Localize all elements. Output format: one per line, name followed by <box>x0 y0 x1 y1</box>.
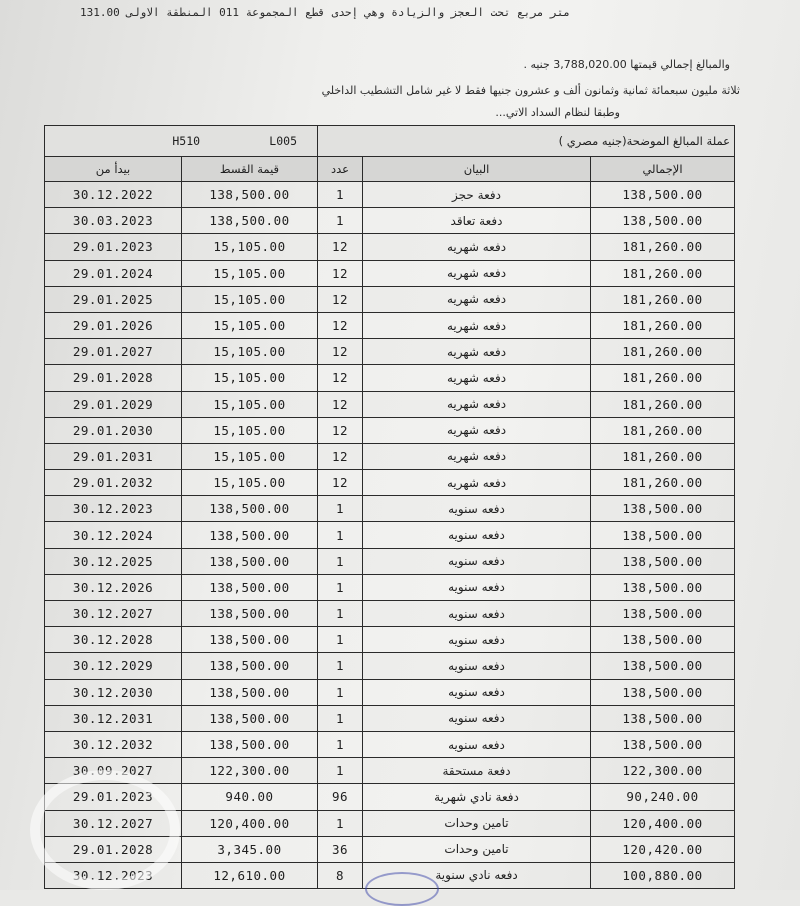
row-description: تامين وحدات <box>363 810 591 836</box>
table-row <box>45 391 735 417</box>
row-description: دفعة حجز <box>363 182 591 208</box>
row-description: دفعه شهريه <box>363 417 591 443</box>
table-row <box>45 496 735 522</box>
payment-system-line: وطبقا لنظام السداد الاتي... <box>495 106 620 119</box>
row-description: دفعه شهريه <box>363 470 591 496</box>
row-total: 181,260.00 <box>591 365 735 391</box>
row-count: 1 <box>318 522 363 548</box>
table-row <box>45 208 735 234</box>
row-start-date: 29.01.2028 <box>45 365 182 391</box>
row-count: 1 <box>318 810 363 836</box>
table-row <box>45 470 735 496</box>
row-description: دفعه سنويه <box>363 601 591 627</box>
row-count: 1 <box>318 679 363 705</box>
row-start-date: 29.01.2030 <box>45 417 182 443</box>
row-description: دفعه شهريه <box>363 312 591 338</box>
table-row <box>45 522 735 548</box>
row-description: دفعه شهريه <box>363 234 591 260</box>
row-total: 181,260.00 <box>591 312 735 338</box>
row-total: 90,240.00 <box>591 784 735 810</box>
row-description: دفعة مستحقة <box>363 758 591 784</box>
row-start-date: 29.01.2028 <box>45 836 182 862</box>
row-description: دفعه شهريه <box>363 365 591 391</box>
row-count: 36 <box>318 836 363 862</box>
row-total: 138,500.00 <box>591 627 735 653</box>
table-row <box>45 365 735 391</box>
row-count: 96 <box>318 784 363 810</box>
row-count: 1 <box>318 208 363 234</box>
row-description: دفعه شهريه <box>363 391 591 417</box>
watermark-logo <box>30 770 180 890</box>
table-row <box>45 627 735 653</box>
row-total: 138,500.00 <box>591 653 735 679</box>
table-row <box>45 339 735 365</box>
row-installment-value: 138,500.00 <box>182 679 318 705</box>
row-installment-value: 15,105.00 <box>182 286 318 312</box>
row-start-date: 29.01.2025 <box>45 286 182 312</box>
row-total: 138,500.00 <box>591 208 735 234</box>
table-row <box>45 731 735 757</box>
col-installment-value: قيمة القسط <box>182 157 318 182</box>
row-start-date: 30.12.2027 <box>45 601 182 627</box>
row-description: دفعه سنويه <box>363 496 591 522</box>
row-count: 1 <box>318 758 363 784</box>
row-installment-value: 138,500.00 <box>182 208 318 234</box>
total-line: والمبالغ إجمالي قيمتها 3,788,020.00 جنيه . <box>523 58 730 71</box>
row-count: 1 <box>318 496 363 522</box>
row-count: 12 <box>318 260 363 286</box>
row-description: دفعه شهريه <box>363 443 591 469</box>
row-total: 138,500.00 <box>591 574 735 600</box>
row-description: دفعه شهريه <box>363 286 591 312</box>
row-installment-value: 12,610.00 <box>182 862 318 888</box>
row-count: 12 <box>318 417 363 443</box>
row-count: 1 <box>318 653 363 679</box>
row-total: 181,260.00 <box>591 443 735 469</box>
row-installment-value: 15,105.00 <box>182 312 318 338</box>
row-count: 12 <box>318 339 363 365</box>
row-description: دفعه سنويه <box>363 627 591 653</box>
row-start-date: 29.01.2023 <box>45 234 182 260</box>
row-description: دفعه شهريه <box>363 339 591 365</box>
row-total: 181,260.00 <box>591 286 735 312</box>
row-installment-value: 15,105.00 <box>182 260 318 286</box>
amount-in-words: ثلاثة مليون سبعمائة ثمانية وثمانون ألف و عشرون جنيها فقط لا غير شامل التشطيب الداخلي <box>321 84 740 97</box>
table-row <box>45 679 735 705</box>
currency-title: عملة المبالغ الموضحة(جنيه مصري ) <box>318 126 735 157</box>
row-installment-value: 15,105.00 <box>182 470 318 496</box>
table-row <box>45 705 735 731</box>
table-row <box>45 601 735 627</box>
row-start-date: 30.12.2024 <box>45 522 182 548</box>
row-installment-value: 15,105.00 <box>182 339 318 365</box>
row-total: 120,420.00 <box>591 836 735 862</box>
row-description: دفعه شهريه <box>363 260 591 286</box>
row-description: دفعه سنويه <box>363 574 591 600</box>
row-start-date: 29.01.2024 <box>45 260 182 286</box>
area-line: 131.00 متر مربع تحت العجز والزيادة وهي إحدى قطع المجموعة 011 المنطقة الاولى <box>80 6 571 19</box>
row-start-date: 30.12.2023 <box>45 496 182 522</box>
row-installment-value: 138,500.00 <box>182 731 318 757</box>
row-count: 12 <box>318 470 363 496</box>
stamp <box>365 872 439 906</box>
row-start-date: 29.01.2031 <box>45 443 182 469</box>
row-count: 1 <box>318 627 363 653</box>
row-total: 138,500.00 <box>591 601 735 627</box>
row-description: دفعه سنويه <box>363 705 591 731</box>
row-count: 1 <box>318 731 363 757</box>
row-total: 181,260.00 <box>591 260 735 286</box>
row-start-date: 30.12.2027 <box>45 810 182 836</box>
row-total: 181,260.00 <box>591 391 735 417</box>
table-row <box>45 417 735 443</box>
row-start-date: 30.12.2023 <box>45 862 182 888</box>
row-count: 1 <box>318 574 363 600</box>
row-installment-value: 122,300.00 <box>182 758 318 784</box>
row-installment-value: 3,345.00 <box>182 836 318 862</box>
row-count: 12 <box>318 286 363 312</box>
row-count: 12 <box>318 312 363 338</box>
row-installment-value: 138,500.00 <box>182 182 318 208</box>
col-total: الإجمالي <box>591 157 735 182</box>
row-count: 1 <box>318 705 363 731</box>
code-cell <box>45 126 318 157</box>
row-description: دفعة نادي شهرية <box>363 784 591 810</box>
row-installment-value: 138,500.00 <box>182 548 318 574</box>
row-description: دفعه سنويه <box>363 679 591 705</box>
row-total: 181,260.00 <box>591 470 735 496</box>
row-start-date: 30.12.2029 <box>45 653 182 679</box>
row-start-date: 30.12.2030 <box>45 679 182 705</box>
col-start: بيدأ من <box>45 157 182 182</box>
row-total: 181,260.00 <box>591 234 735 260</box>
row-installment-value: 15,105.00 <box>182 417 318 443</box>
row-count: 12 <box>318 365 363 391</box>
row-count: 8 <box>318 862 363 888</box>
row-installment-value: 120,400.00 <box>182 810 318 836</box>
col-count: عدد <box>318 157 363 182</box>
row-installment-value: 15,105.00 <box>182 443 318 469</box>
row-description: دفعه سنويه <box>363 522 591 548</box>
row-installment-value: 138,500.00 <box>182 601 318 627</box>
row-start-date: 29.01.2029 <box>45 391 182 417</box>
row-start-date: 30.12.2025 <box>45 548 182 574</box>
row-start-date: 30.12.2022 <box>45 182 182 208</box>
row-installment-value: 138,500.00 <box>182 496 318 522</box>
row-total: 138,500.00 <box>591 496 735 522</box>
row-installment-value: 940.00 <box>182 784 318 810</box>
col-description: البيان <box>363 157 591 182</box>
table-row <box>45 260 735 286</box>
row-installment-value: 15,105.00 <box>182 365 318 391</box>
row-total: 181,260.00 <box>591 417 735 443</box>
row-start-date: 29.01.2026 <box>45 312 182 338</box>
row-total: 138,500.00 <box>591 522 735 548</box>
row-count: 1 <box>318 548 363 574</box>
row-total: 138,500.00 <box>591 548 735 574</box>
row-total: 138,500.00 <box>591 731 735 757</box>
row-description: دفعه سنويه <box>363 548 591 574</box>
row-count: 1 <box>318 182 363 208</box>
row-total: 100,880.00 <box>591 862 735 888</box>
row-total: 120,400.00 <box>591 810 735 836</box>
row-start-date: 30.12.2028 <box>45 627 182 653</box>
row-installment-value: 15,105.00 <box>182 234 318 260</box>
row-start-date: 30.12.2032 <box>45 731 182 757</box>
row-installment-value: 138,500.00 <box>182 705 318 731</box>
row-total: 138,500.00 <box>591 679 735 705</box>
row-description: دفعه سنويه <box>363 731 591 757</box>
table-row <box>45 653 735 679</box>
table-row <box>45 548 735 574</box>
row-total: 138,500.00 <box>591 705 735 731</box>
table-row <box>45 312 735 338</box>
row-start-date: 29.01.2027 <box>45 339 182 365</box>
row-installment-value: 138,500.00 <box>182 627 318 653</box>
payment-schedule-table <box>44 125 735 889</box>
row-start-date: 29.01.2032 <box>45 470 182 496</box>
table-row <box>45 234 735 260</box>
table-row <box>45 286 735 312</box>
row-description: دفعه نادي سنوية <box>363 862 591 888</box>
row-description: دفعة تعاقد <box>363 208 591 234</box>
row-installment-value: 15,105.00 <box>182 391 318 417</box>
row-start-date: 30.12.2026 <box>45 574 182 600</box>
row-installment-value: 138,500.00 <box>182 653 318 679</box>
row-count: 12 <box>318 443 363 469</box>
row-total: 181,260.00 <box>591 339 735 365</box>
row-count: 1 <box>318 601 363 627</box>
row-description: دفعه سنويه <box>363 653 591 679</box>
row-description: تامين وحدات <box>363 836 591 862</box>
row-installment-value: 138,500.00 <box>182 574 318 600</box>
row-installment-value: 138,500.00 <box>182 522 318 548</box>
unit-code: H510 <box>172 134 201 148</box>
row-start-date: 29.01.2023 <box>45 784 182 810</box>
lot-code: L005 <box>269 134 297 148</box>
row-start-date: 30.09.2027 <box>45 758 182 784</box>
row-start-date: 30.03.2023 <box>45 208 182 234</box>
row-count: 12 <box>318 391 363 417</box>
table-row <box>45 182 735 208</box>
row-total: 138,500.00 <box>591 182 735 208</box>
table-row <box>45 574 735 600</box>
row-count: 12 <box>318 234 363 260</box>
row-total: 122,300.00 <box>591 758 735 784</box>
row-start-date: 30.12.2031 <box>45 705 182 731</box>
table-row <box>45 443 735 469</box>
